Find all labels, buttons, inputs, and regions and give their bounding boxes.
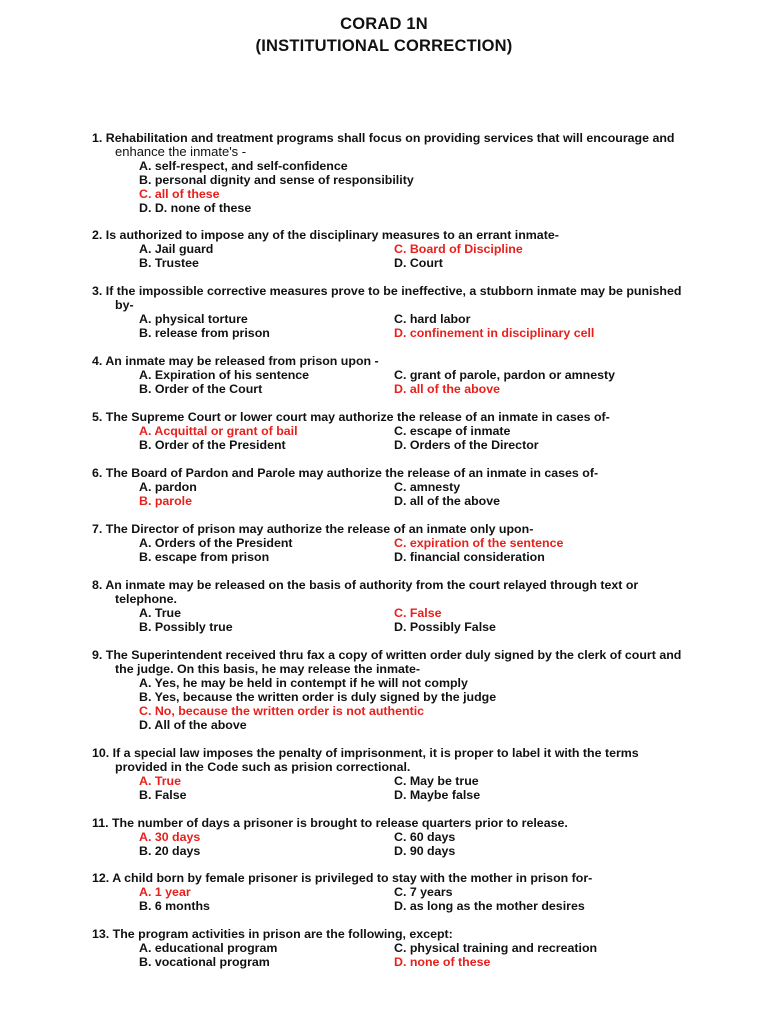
option-row	[92, 788, 732, 802]
option-c: C. May be true	[394, 774, 479, 788]
question-stem: 6. The Board of Pardon and Parole may authorize the release of an inmate in cases of-	[92, 466, 599, 480]
option-b: B. Order of the Court	[139, 382, 263, 396]
option-row	[92, 844, 732, 858]
question-4	[92, 354, 732, 396]
option-row	[92, 424, 732, 438]
question-11	[92, 816, 732, 858]
option-a-correct: A. 1 year	[139, 885, 191, 899]
option-b: B. escape from prison	[139, 550, 270, 564]
option-a: A. physical torture	[139, 312, 248, 326]
option-b: B. Yes, because the written order is duly signed by the judge	[139, 690, 497, 704]
question-8	[92, 578, 732, 634]
option-d: D. as long as the mother desires	[394, 899, 585, 913]
question-stem: 8. An inmate may be released on the basis of authority from the court relayed through text or	[92, 578, 639, 592]
option-row	[92, 550, 732, 564]
question-stem-continuation: provided in the Code such as prision correctional.	[115, 760, 411, 774]
question-stem: 2. Is authorized to impose any of the disciplinary measures to an errant inmate-	[92, 228, 559, 242]
option-d: D. Court	[394, 256, 443, 270]
option-row	[92, 830, 732, 844]
option-row	[92, 256, 732, 270]
option-a: A. self-respect, and self-confidence	[139, 159, 348, 173]
option-d: D. Maybe false	[394, 788, 481, 802]
option-d: D. Orders of the Director	[394, 438, 539, 452]
option-c: C. escape of inmate	[394, 424, 511, 438]
question-1	[92, 131, 732, 215]
question-9	[92, 648, 732, 732]
option-b: B. personal dignity and sense of responsibility	[139, 173, 414, 187]
option-d: D. Possibly False	[394, 620, 496, 634]
option-c-correct: C. all of these	[139, 187, 220, 201]
question-stem: 7. The Director of prison may authorize the release of an inmate only upon-	[92, 522, 534, 536]
question-stem: 1. Rehabilitation and treatment programs shall focus on providing services that will encourage and	[92, 131, 675, 145]
option-c-correct: C. Board of Discipline	[394, 242, 523, 256]
option-c: C. 7 years	[394, 885, 453, 899]
option-c: C. amnesty	[394, 480, 461, 494]
option-row	[92, 774, 732, 788]
option-d: D. all of the above	[394, 494, 501, 508]
question-stem-continuation: the judge. On this basis, he may release the inmate-	[115, 662, 421, 676]
option-d: D. financial consideration	[394, 550, 545, 564]
question-6	[92, 466, 732, 508]
question-stem: 3. If the impossible corrective measures prove to be ineffective, a stubborn inmate may be punished	[92, 284, 682, 298]
question-stem: 13. The program activities in prison are the following, except:	[92, 927, 453, 941]
option-row	[92, 941, 732, 955]
question-stem: 4. An inmate may be released from prison upon -	[92, 354, 379, 368]
document-title: CORAD 1N	[340, 15, 428, 33]
question-stem-continuation: by-	[115, 298, 134, 312]
option-b: B. False	[139, 788, 187, 802]
question-stem: 11. The number of days a prisoner is brought to release quarters prior to release.	[92, 816, 568, 830]
option-b: B. Order of the President	[139, 438, 286, 452]
option-d: D. D. none of these	[139, 201, 252, 215]
option-d-correct: D. none of these	[394, 955, 491, 969]
option-a: A. educational program	[139, 941, 278, 955]
option-row	[92, 438, 732, 452]
question-stem: 9. The Superintendent received thru fax a copy of written order duly signed by the clerk of court and	[92, 648, 682, 662]
option-row	[92, 242, 732, 256]
question-stem: 5. The Supreme Court or lower court may authorize the release of an inmate in cases of-	[92, 410, 610, 424]
option-b: B. Possibly true	[139, 620, 233, 634]
option-d-correct: D. all of the above	[394, 382, 501, 396]
option-a: A. True	[139, 606, 181, 620]
option-row	[92, 620, 732, 634]
option-row	[92, 606, 732, 620]
document-subtitle: (INSTITUTIONAL CORRECTION)	[255, 37, 513, 55]
option-row	[92, 536, 732, 550]
option-a: A. Expiration of his sentence	[139, 368, 310, 382]
question-5	[92, 410, 732, 452]
option-b: B. 20 days	[139, 844, 201, 858]
option-b: B. Trustee	[139, 256, 199, 270]
option-d: D. All of the above	[139, 718, 247, 732]
option-b: B. release from prison	[139, 326, 270, 340]
option-row	[92, 382, 732, 396]
question-stem: 12. A child born by female prisoner is privileged to stay with the mother in prison for-	[92, 871, 593, 885]
option-d-correct: D. confinement in disciplinary cell	[394, 326, 595, 340]
question-stem-continuation: enhance the inmate's -	[115, 144, 247, 159]
option-row	[92, 885, 732, 899]
option-row	[92, 494, 732, 508]
option-c: C. 60 days	[394, 830, 456, 844]
question-13	[92, 927, 732, 969]
question-2	[92, 228, 732, 270]
option-a-correct: A. Acquittal or grant of bail	[139, 424, 298, 438]
option-c: C. hard labor	[394, 312, 471, 326]
option-a-correct: A. 30 days	[139, 830, 201, 844]
option-row	[92, 955, 732, 969]
option-b-correct: B. parole	[139, 494, 193, 508]
question-12	[92, 871, 732, 913]
option-a: A. Yes, he may be held in contempt if he will not comply	[139, 676, 468, 690]
option-row	[92, 312, 732, 326]
option-c-correct: C. expiration of the sentence	[394, 536, 564, 550]
option-a-correct: A. True	[139, 774, 181, 788]
option-c-correct: C. No, because the written order is not authentic	[139, 704, 425, 718]
question-10	[92, 746, 732, 802]
option-a: A. Jail guard	[139, 242, 214, 256]
option-a: A. pardon	[139, 480, 197, 494]
option-b: B. vocational program	[139, 955, 270, 969]
option-c-correct: C. False	[394, 606, 442, 620]
option-c: C. physical training and recreation	[394, 941, 598, 955]
option-row	[92, 899, 732, 913]
question-stem-continuation: telephone.	[115, 592, 177, 606]
option-b: B. 6 months	[139, 899, 210, 913]
option-c: C. grant of parole, pardon or amnesty	[394, 368, 615, 382]
option-row	[92, 368, 732, 382]
option-row	[92, 326, 732, 340]
option-a: A. Orders of the President	[139, 536, 293, 550]
question-3	[92, 284, 732, 340]
option-row	[92, 480, 732, 494]
option-d: D. 90 days	[394, 844, 456, 858]
question-7	[92, 522, 732, 564]
question-stem: 10. If a special law imposes the penalty of imprisonment, it is proper to label it with the terms	[92, 746, 639, 760]
